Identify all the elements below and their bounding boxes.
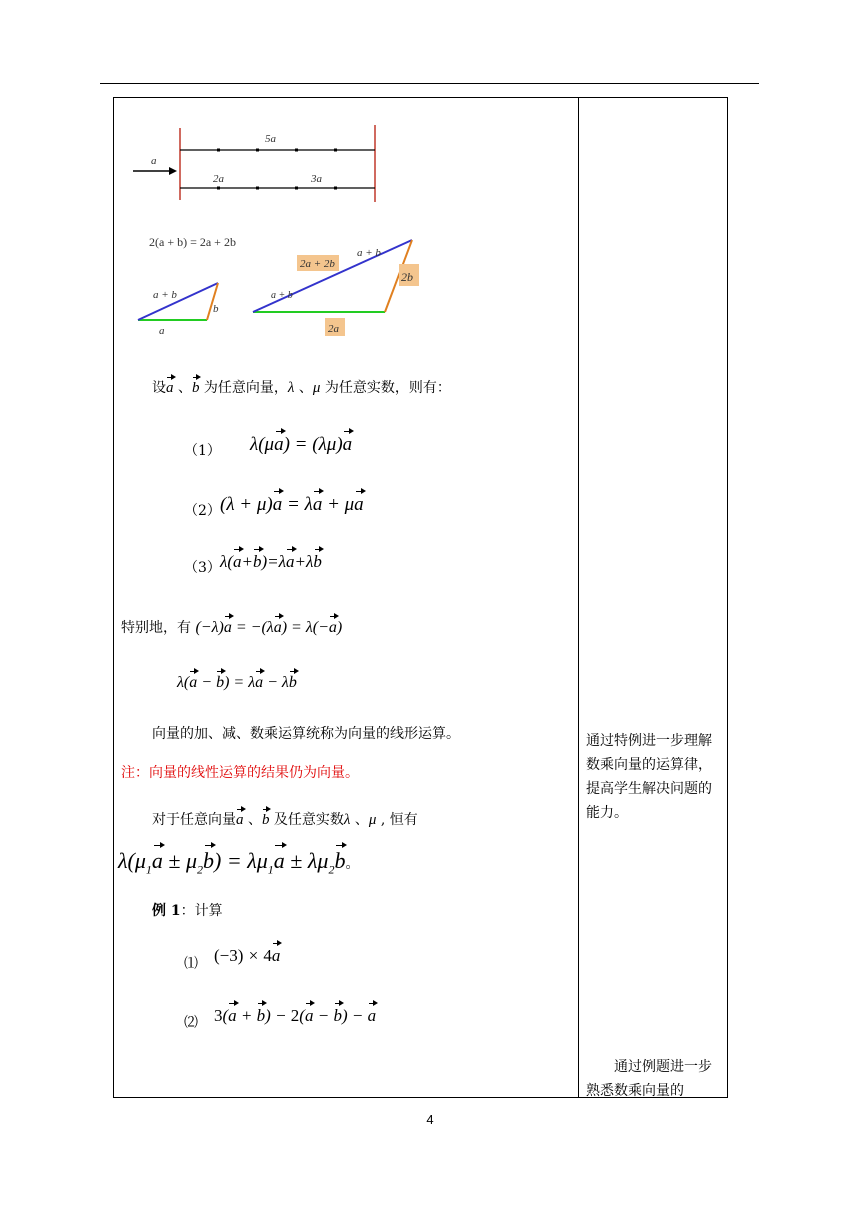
intro-sentence xyxy=(152,377,451,397)
fig2-small-ab: a + b xyxy=(153,289,177,301)
general-post: , 恒有 xyxy=(376,812,418,828)
law1-formula: λ(μa) = (λμ)a xyxy=(250,434,353,455)
special-formula: (−λ)a = −(λa) = λ(−a) xyxy=(195,619,343,636)
law3-number: （3） xyxy=(184,560,221,576)
example2-number: ⑵ xyxy=(184,1015,198,1031)
intro-pre: 设 xyxy=(152,380,166,396)
header-rule xyxy=(100,83,759,84)
linear-operations-text: 向量的加、减、数乘运算统称为向量的线形运算。 xyxy=(152,726,460,742)
intro-sep1: 、 xyxy=(173,380,192,396)
fig2-formula: 2(a + b) = 2a + 2b xyxy=(149,235,236,249)
intro-post: 为任意实数，则有： xyxy=(320,380,451,396)
law3-formula: λ(a+b)=λa+λb xyxy=(220,552,322,571)
fig2-big-2a: 2a xyxy=(328,323,339,335)
intro-vector-b: b xyxy=(191,380,200,396)
intro-lambda: λ xyxy=(287,380,295,396)
fig1-label-3a: 3a xyxy=(311,173,322,185)
special-label: 特别地，有 xyxy=(121,620,191,636)
fig1-label-5a: 5a xyxy=(265,133,276,145)
law2-formula: (λ + μ)a = λa + μa xyxy=(220,494,364,515)
example-label: 例 1 xyxy=(152,903,181,919)
fig2-big-ab: a + b xyxy=(357,247,381,259)
special-case xyxy=(121,617,342,637)
example1-number: ⑴ xyxy=(184,956,198,972)
difference-formula: λ(a − b) = λa − λb xyxy=(177,674,297,691)
vector-sum-figure xyxy=(125,120,395,205)
fig1-label-a: a xyxy=(151,155,157,167)
example2-formula: 3(a + b) − 2(a − b) − a xyxy=(214,1006,377,1025)
fig1-label-2a: 2a xyxy=(213,173,224,185)
fig2-big-2b: 2b xyxy=(401,270,413,284)
sidebar-note-1: 通过特例进一步理解数乘向量的运算律，提高学生解决问题的能力。 xyxy=(586,733,712,821)
formula-end: 。 xyxy=(345,857,360,872)
general-mid: 及任意实数 xyxy=(269,812,344,828)
general-sep: 、 xyxy=(243,812,262,828)
page-number: 4 xyxy=(426,1112,434,1127)
column-divider xyxy=(578,97,579,1098)
intro-mid: 为任意向量， xyxy=(199,380,288,396)
fig2-big-2a2b: 2a + 2b xyxy=(300,258,335,270)
general-pre: 对于任意向量 xyxy=(152,812,236,828)
example-text: ：计算 xyxy=(180,903,223,919)
fig2-small-a: a xyxy=(159,325,165,337)
example1-formula: (−3) × 4a xyxy=(214,946,281,965)
intro-vector-a: a xyxy=(166,380,174,396)
general-statement: 对于任意向量a 、b 及任意实数λ 、μ , 恒有 xyxy=(152,812,418,828)
law2-number: （2） xyxy=(184,503,221,519)
example-heading xyxy=(152,900,223,920)
intro-mu: μ xyxy=(312,380,321,396)
intro-sep2: 、 xyxy=(294,380,313,396)
fig2-big-ab-inner: a + b xyxy=(271,290,293,301)
distributive-law-figure xyxy=(135,228,425,340)
general-sep2: 、 xyxy=(350,812,369,828)
sidebar-note-2: 通过例题进一步熟悉数乘向量的 xyxy=(586,1059,712,1099)
law1-number: （1） xyxy=(184,443,221,459)
note-text: 注：向量的线性运算的结果仍为向量。 xyxy=(121,765,359,781)
general-formula: $\lambda(\mu_1a \pm \mu_2b) = \lambda\mu_1a \pm \lambda\mu_2b$。 xyxy=(118,848,360,877)
fig2-small-b: b xyxy=(213,303,219,315)
